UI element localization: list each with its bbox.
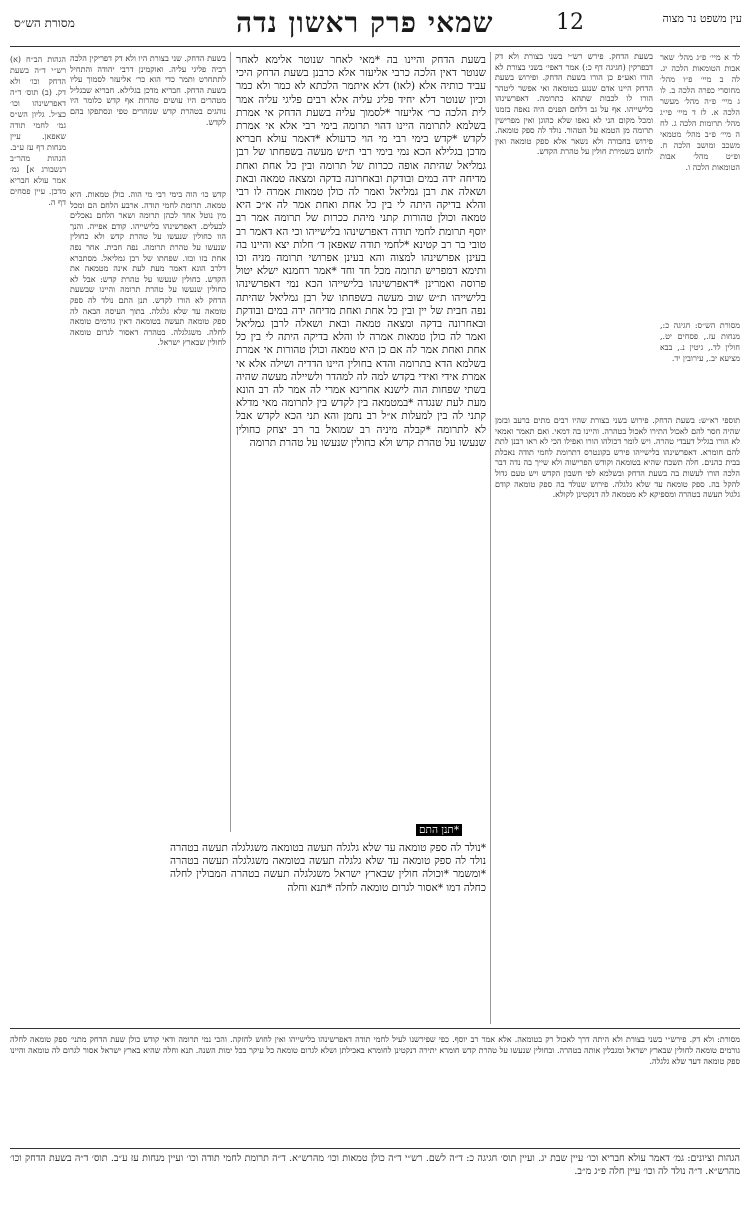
masoret-references: מסורת הש״ס: חגיגה כ:, מנחות עז., פסחים יט., חולין לד., גיטין נ., בבא מציעא יב., עירובין יד.: [660, 321, 740, 363]
footer-commentary: מסורת: ולא דק. פירש״י בשני בצורת ולא היתה דרך לאכול רק בטומאה. אלא אמר רב יוסף. כפי שפירשנו לעיל לחמי תודה דאפרשינהו בלישייהו ואין לחוש לחזקה. והכי נמי תרומה ודאי קודש כולן שעת הדחק מתני׳ ספק טומאה לחלה גורמים טומאה לחולין שבארץ ישראל ומגבלין אותה בטהרה. ובחולין שנעשו על טהרת קדש חומרא יתירה דנקטינן לחומרא באכילתן ושלא לגרום טומאה כל עיקר בכל ימות השנה. תנא וחלה שהיא בארץ ישראל אסור לגרום לה טומאה והיינו ספק טומאה דעד שלא גלגלה.: [10, 1035, 740, 1066]
left-lower-commentary: קדש כו׳ הוה בימי רבי מי הוה. כולן טמאות. היא טמאה. תרומת לחמי תודה. ארבע הלחם הם ומכל מין נוטל אחד לכהן תרומה ושאר הלחם נאכלים לבעלים. דאפרשינהו בלישייהו. קודם אפייה. והנך הוו כחולין שנעשו על טהרת קדש ולא כחולין שנעשו על טהרת תרומה. נפה חבית. אחר נפה אחת בזו ובזו. שפחתו של רבן גמליאל. מסתברא דלרב הונא דאמר מעת לעת אינה מטמאה את הקדש. כחולין שנעשו על טהרת קדש: אבל לא כחולין שנעשו על טהרת תרומה והיינו שבשעת הדחק לא הורו לקדש. תנן התם נולד לה ספק טומאה עד שלא גלגלה. בתוך העיסה הבאה לה ספק טומאה תעשה בטומאה דאין גורמים טומאה לחלה. משגלגלה. בטהרה דאסור לגרום טומאה לחולין שבארץ ישראל.: [70, 190, 226, 348]
ein-mishpat-column: לד א מיי׳ פ״ג מהל׳ שאר אבות הטומאות הלכה יג. לה ב מיי׳ פ״ו מהל׳ מחוסרי כפרה הלכה ב. לו ג מיי׳ פ״ה מהל׳ מעשר הלכה א. לז ד מיי׳ פי״ג מהל׳ תרומות הלכה ג. לח ה מיי׳ פ״ב מהל׳ מטמאי משכב ומושב הלכה ח. ופ״ט מהל׳ אבות הטומאות הלכה ו.: [660, 53, 740, 172]
header-ein-mishpat: עין משפט נר מצוה: [662, 12, 742, 25]
header-masoret: מסורת הש״ס: [14, 16, 75, 30]
mishnah-marker: *תנן התם: [416, 824, 462, 836]
hagahot-rule: [10, 1148, 740, 1149]
mishnah-text: *נולד לה ספק טומאה עד שלא גלגלה תעשה בטומאה משגלגלה תעשה בטהרה נולד לה ספק טומאה עד שלא גלגלה תעשה בטומאה משגלגלה תעשה בטהרה *ומשמר *וכולה חולין שבארץ ישראל משגלגלה תעשה בטהרה המבולין לחלה כחלה דמו *אסור לגרום טומאה לחלה *תנא וחלה: [170, 842, 486, 894]
right-upper-commentary: בשעת הדחק. פירש רש״י בשני בצורת ולא דק דבפרקין (חגיגה דף כ:) אמר דאפי׳ בשני בצורת לא הורו ואע״פ כן הורו בשעת הדחק. ופירוש בשעת הדחק היינו אדם שנגע בטומאה ואי אפשר ליטהר הורו לו לכבות שתהא כתרומה. דאפרשינהו בלישייהו. אף על גב דלחם הפנים היה נאפה בזמנו ומכל מקום הני לא נאפו שלא כהוגן ואין מפרישין תרומה מן הטמא על הטהור. נולד לה ספק טומאה. פירוש בחבורה ולא נשאר אלא ספק טומאה ואין לחוש בשמירת חולין על טהרת הקדש.: [495, 52, 653, 157]
hagahot-tziyunim: הגהות וציונים: גמ׳ דאמר עולא חבריא וכו׳ עיין שבת יג. ועיין תוס׳ חגיגה כ: ד״ה לשם. רש״י ד״ה כולן טמאות וכו׳ מהרש״א. ד״ה תרומת לחמי תודה וכו׳ ועיין מנחות עז ע״ב. תוס׳ ד״ה בשעת הדחק וכו׳ מהרש״א. ד״ה נולד לה וכו׳ עיין חלה פ״ג מ״ב.: [10, 1153, 740, 1177]
column-divider-left: [230, 52, 231, 832]
header-rule: [10, 46, 740, 47]
gemara-main-text: בשעת הדחק והיינו בה *מאי לאחר שנוטר אלימא לאחר שנוטר דאין הלכה כרבי אליעזר אלא כרבנן בשעת הדחק היכי עביד כותיה אלא (לאו) דלא איתמר הלכתא לא כמר ולא כמר וכיון שנוטר דלא יחיד פליג עליה אלא רבים פליגי עליה אמר לית הלכה כר׳ אליעזר *לסמוך עליה בשעת הדחק אי אמרת בשלמא לתרומה היינו דהוי תרומה בימי רבי אלא אי אמרת לקדש *קדש בימי רבי מי הוי כדעולא *דאמר עולא חבריא מדכן בגלילא הכא נמי בימי רבי ת״ש מעשה בשפחתו של רבן גמליאל שהיתה אופה ככרות של תרומה ובין כל אחת ואחת מדיחה ידה במים ובודקת ובאחרונה בדקה ומצאה טמאה ובאת ושאלה את רבן גמליאל ואמר לה כולן טמאות אמרה לו רבי והלא בדיקה היתה לי בין כל אחת ואחת אמר לה א״כ היא טמאה וכולן טהורות קתני מיהת ככרות של תרומה אמר רב יוסף תרומת לחמי תודה דאפרשינהו בלישייהו וכי הא דאמר רב טובי בר רב קטינא *לחמי תודה שאפאן ד׳ חלות יצא והיינו בה בעינן אפרשינהו למצוה והא בעינן אפרושי תרומה מניה וכו ותימא דמפריש תרומה מכל חד וחד *אמר רחמנא ישלא יטול פרוסה ואמרינן *דאפרשינהו בלישייהו הכא נמי דאפרשינהו בלישייהו ת״ש שוב מעשה בשפחתו של רבן גמליאל שהיתה נפה חבית של יין ובין כל אחת ואחת מדיחה ידה במים ובודקת ובאחרונה בדקה ומצאה טמאה ובאת ושאלה לרבן גמליאל ואמר לה כולן טמאות אמרה לו והלא בדיקה היתה לי בין כל אחת ואחת אמר לה אם כן היא טמאה וכולן טהורות אי אמרת בשלמא הדא בתרומה והדא בחולין היינו הדדיה ושילה אלא אי אמרת אידי ואידי בקדש למה לה למהדר ולשיילה מעשה שהיה בשתי שפחות הוה לישנא אחרינא אמרי לה אמר לה רב הונא מעת לעת שנגדה *במטמאה בין לקדש בין לתרומה מאי מדלא קתני לה בין למעלות א״ל רב נחמן והא תני הכא לקדש אבל לא לתרומה *קבלה מיניה רב שמואל בר רב יצחק כחולין שנעשו על טהרת קדש ולא כחולין שנעשו על טהרת תרומה: [236, 54, 486, 449]
left-upper-commentary: בשעת הדחק. שני בצורת היו ולא דק דפריקין הלכה רביה פליגי עליה. ואוקמינן דרבי יהודה והתחיל לתתחרט ותמר כדי הוא כר׳ אליעזר לסמוך עליו בשעת הדחק. חבריא מדכן בגלילא. חבריא שבגליל מטהרים היו עושים טהרות אף קדש כלומר היו נוהגים בטהרת קדש שנזהרים טפי ונסתפקו בהם לקדש.: [70, 54, 226, 127]
page-number: 12: [556, 10, 584, 35]
column-divider-right: [490, 52, 491, 1024]
footer-rule: [10, 1028, 740, 1029]
tosafot-column: תוספי רא״ש: בשעת הדחק. פירוש בשני בצורת שהיו רבים מתים ברעב ובזמן שהיה חסר להם לאכול התירו לאכול בטהרה. והיינו בה דמאי. ואם תאמר ואמאי לא הורו בגליל דעבדי טהרה. ויש לומר דכולהו הורו ואפילו הכי לא ראו רבנן לתת להם חומרא. דאפרשינהו בלישייהו פירש בקונטרס דתרומת לחמי תודה נאכלת בבית כהנים. חלה תשכח שהיא בטומאה וקודש הפרישוה ולא שייך בה נדה דבר הלכה הורו לעשות בה בשעת הדחק ובשלמא לפי חשבון הקדש ויש טעם גדול להקל בה. ספק טומאה עד שלא גלגלה. פירוש שנולד בה ספק טומאה קודם גלגול תעשה בטהרה ומספיקא לא מטמאה לה דנקטינן לקולא.: [495, 416, 740, 500]
page-header: [0, 6, 749, 42]
left-sidebar-notes: הגהות הב״ח (א) רש״י ד״ה בשעת הדחק וכו׳ ולא דק. (ב) תוס׳ ד״ה דאפרשינהו וכו׳ כצ״ל. גליון הש״ס גמ׳ לחמי תודה שאפאן. עיין מנחות דף עז ע״ב. הגהות מהר״ב רנשבורג א] גמ׳ אמר עולא חבריא מדכן. עיין פסחים דף ה.: [10, 55, 66, 207]
page-title: שמאי פרק ראשון נדה: [236, 6, 494, 39]
